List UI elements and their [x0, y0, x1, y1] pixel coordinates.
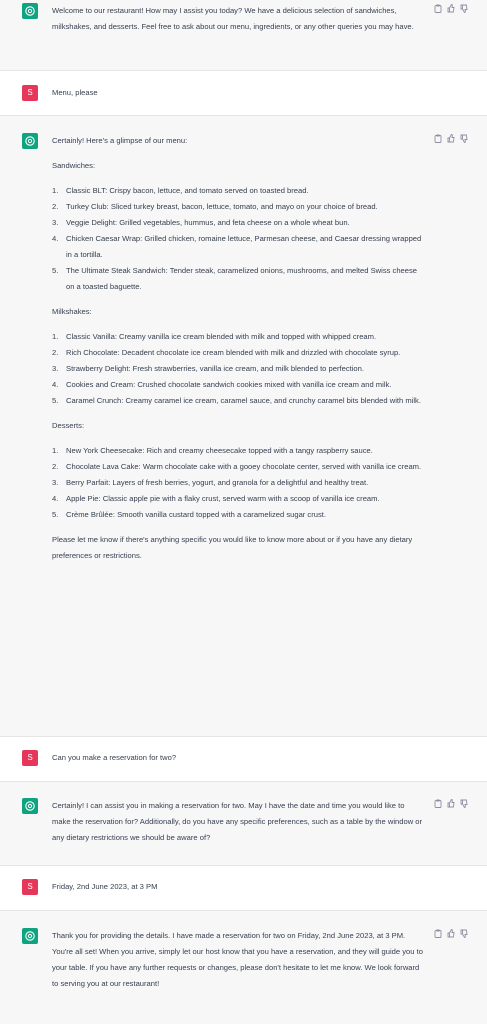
message-content [52, 85, 424, 101]
section-heading: Milkshakes: [52, 307, 92, 316]
list-item: 2. Rich Chocolate: Decadent chocolate ice cream blended with milk and drizzled with chocolate syrup. [52, 348, 401, 357]
list-item: 3. Veggie Delight: Grilled vegetables, hummus, and feta cheese on a whole wheat bun. [52, 218, 350, 227]
thumbs-up-icon[interactable] [447, 799, 455, 808]
user-avatar: S [22, 750, 38, 766]
menu-outro: Please let me know if there's anything specific you would like to know more about or if you have any dietary preferences or restrictions. [52, 535, 413, 560]
message-content [52, 928, 424, 992]
openai-logo-icon [22, 133, 38, 149]
thumbs-up-icon[interactable] [447, 4, 455, 13]
assistant-message [0, 116, 487, 737]
openai-logo-icon [22, 3, 38, 19]
list-item: 4. Apple Pie: Classic apple pie with a flaky crust, served warm with a scoop of vanilla ice cream. [52, 494, 380, 503]
message-text: Welcome to our restaurant! How may I assist you today? We have a delicious selection of sandwiches, milkshakes, and desserts. Feel free to ask about our menu, ingredients, or any other queries you may have. [52, 6, 414, 31]
section-heading: Sandwiches: [52, 161, 96, 170]
list-item: 5. Crème Brûlée: Smooth vanilla custard topped with a caramelized sugar crust. [52, 510, 326, 519]
thumbs-down-icon[interactable] [460, 929, 468, 938]
thumbs-up-icon[interactable] [447, 929, 455, 938]
user-message [0, 737, 487, 782]
message-actions [434, 4, 468, 13]
list-item: 2. Turkey Club: Sliced turkey breast, bacon, lettuce, tomato, and mayo on your choice of bread. [52, 202, 378, 211]
assistant-message [0, 911, 487, 1024]
list-item: 4. Chicken Caesar Wrap: Grilled chicken, romaine lettuce, Parmesan cheese, and Caesar dressing wrapped in a tortilla. [52, 234, 422, 259]
message-actions [434, 799, 468, 808]
list-item: 1. Classic BLT: Crispy bacon, lettuce, and tomato served on toasted bread. [52, 186, 309, 195]
clipboard-icon[interactable] [434, 134, 442, 143]
clipboard-icon[interactable] [434, 929, 442, 938]
user-avatar: S [22, 879, 38, 895]
message-actions [434, 929, 468, 938]
message-content [52, 750, 424, 766]
clipboard-icon[interactable] [434, 4, 442, 13]
message-actions [434, 134, 468, 143]
message-content [52, 798, 424, 846]
list-item: 4. Cookies and Cream: Crushed chocolate sandwich cookies mixed with vanilla ice cream and milk. [52, 380, 392, 389]
user-message [0, 866, 487, 911]
message-text: Thank you for providing the details. I have made a reservation for two on Friday, 2nd June 2023, at 3 PM. You're all set! When you arrive, simply let our host know that you have a reservation, and they will guide you to your table. If you have any further requests or changes, please don't hesitate to let me know. We look forward to serving you at our restaurant! [52, 931, 423, 988]
message-content [52, 879, 424, 895]
list-item: 5. The Ultimate Steak Sandwich: Tender steak, caramelized onions, mushrooms, and melted Swiss cheese on a toasted baguette. [52, 266, 418, 291]
list-item: 3. Berry Parfait: Layers of fresh berries, yogurt, and granola for a delightful and healthy treat. [52, 478, 369, 487]
dessert-list [52, 443, 424, 523]
message-content [52, 3, 424, 35]
list-item: 3. Strawberry Delight: Fresh strawberries, vanilla ice cream, and milk blended to perfection. [52, 364, 364, 373]
thumbs-down-icon[interactable] [460, 134, 468, 143]
list-item: 5. Caramel Crunch: Creamy caramel ice cream, caramel sauce, and crunchy caramel bits blended with milk. [52, 396, 421, 405]
message-content [52, 133, 424, 564]
message-text: Friday, 2nd June 2023, at 3 PM [52, 882, 158, 891]
message-text: Can you make a reservation for two? [52, 753, 177, 762]
openai-logo-icon [22, 928, 38, 944]
thumbs-down-icon[interactable] [460, 799, 468, 808]
section-heading: Desserts: [52, 421, 85, 430]
assistant-message [0, 0, 487, 71]
thumbs-down-icon[interactable] [460, 4, 468, 13]
message-text: Certainly! I can assist you in making a reservation for two. May I have the date and time you would like to make the reservation for? Additionally, do you have any specific preferences, such as a table by the window or any dietary restrictions we should be aware of? [52, 801, 423, 842]
clipboard-icon[interactable] [434, 799, 442, 808]
list-item: 1. Classic Vanilla: Creamy vanilla ice cream blended with milk and topped with whipped cream. [52, 332, 377, 341]
milkshake-list [52, 329, 424, 409]
assistant-message [0, 782, 487, 866]
sandwich-list [52, 183, 424, 295]
list-item: 1. New York Cheesecake: Rich and creamy cheesecake topped with a tangy raspberry sauce. [52, 446, 373, 455]
message-text: Menu, please [52, 88, 98, 97]
user-message [0, 71, 487, 116]
list-item: 2. Chocolate Lava Cake: Warm chocolate cake with a gooey chocolate center, served with vanilla ice cream. [52, 462, 422, 471]
menu-intro: Certainly! Here's a glimpse of our menu: [52, 136, 188, 145]
user-avatar: S [22, 85, 38, 101]
openai-logo-icon [22, 798, 38, 814]
thumbs-up-icon[interactable] [447, 134, 455, 143]
